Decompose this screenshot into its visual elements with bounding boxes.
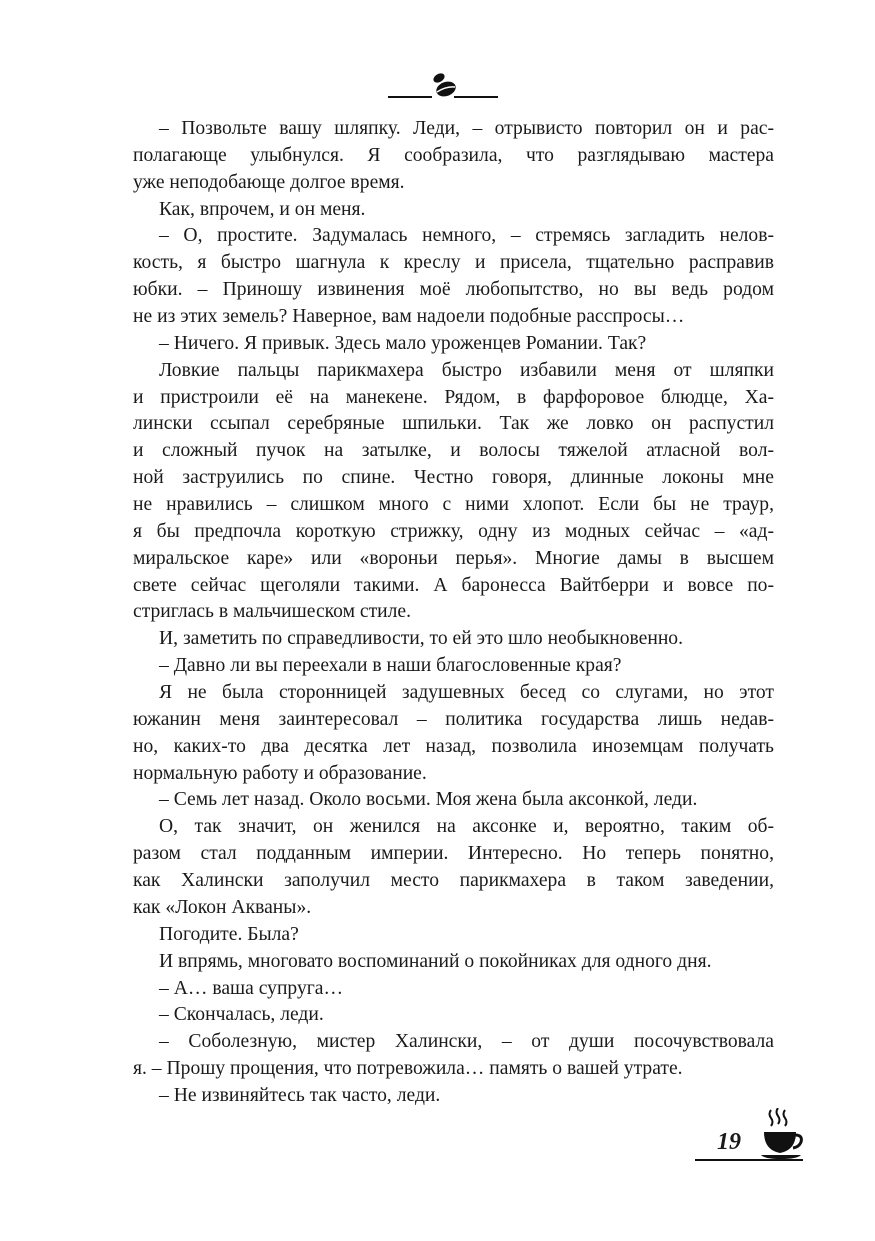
text-line: – Давно ли вы переехали в наши благословенные края? (159, 655, 622, 677)
text-line: Ловкие пальцы парикмахера быстро избавили меня от шляпки (159, 359, 774, 381)
text-line: я. – Прошу прощения, что потревожила… память о вашей утрате. (133, 1058, 683, 1080)
text-line: Как, впрочем, и он меня. (159, 198, 366, 220)
text-line: и сложный пучок на затылке, и волосы тяжелой атласной вол- (133, 440, 774, 462)
text-line: кость, я быстро шагнула к креслу и присела, тщательно расправив (133, 252, 774, 274)
text-line: но, каких-то два десятка лет назад, позволила иноземцам получать (133, 735, 774, 757)
page-footer (695, 1108, 805, 1168)
text-line: я бы предпочла короткую стрижку, одну из модных сейчас – «ад- (133, 520, 774, 542)
coffee-cup-icon (761, 1108, 805, 1160)
text-line: – Соболезную, мистер Халински, – от души посочувствовала (159, 1031, 774, 1053)
text-line: как Халински заполучил место парикмахера в таком заведении, (133, 870, 774, 892)
text-line: не из этих земель? Наверное, вам надоели подобные расспросы… (133, 306, 685, 328)
page-body-text (133, 116, 774, 1110)
text-line: – Скончалась, леди. (159, 1004, 324, 1026)
text-line: полагающе улыбнулся. Я сообразила, что разглядываю мастера (133, 144, 774, 166)
text-line: стриглась в мальчишеском стиле. (133, 601, 412, 623)
text-line: – А… ваша супруга… (159, 977, 344, 999)
text-line: – Позвольте вашу шляпку. Леди, – отрывисто повторил он и рас- (159, 118, 774, 139)
text-line: как «Локон Акваны». (133, 896, 312, 918)
text-line: И, заметить по справедливости, то ей это шло необыкновенно. (159, 628, 683, 650)
text-line: не нравились – слишком много с ними хлопот. Если бы не траур, (133, 494, 774, 516)
text-line: – Семь лет назад. Около восьми. Моя жена была аксонкой, леди. (159, 789, 698, 811)
coffee-bean-ornament-icon (388, 70, 498, 100)
text-line: И впрямь, многовато воспоминаний о покойниках для одного дня. (159, 950, 712, 972)
text-line: и пристроили её на манекене. Рядом, в фарфоровое блюдце, Ха- (133, 386, 774, 408)
text-line: Я не была сторонницей задушевных бесед со слугами, но этот (159, 682, 774, 704)
text-line: нормальную работу и образование. (133, 762, 427, 784)
text-line: уже неподобающе долгое время. (133, 171, 405, 193)
text-line: Погодите. Была? (159, 923, 299, 945)
text-line: О, так значит, он женился на аксонке и, вероятно, таким об- (159, 816, 774, 838)
text-line: разом стал подданным империи. Интересно. Но теперь понятно, (133, 843, 774, 865)
text-line: – Ничего. Я привык. Здесь мало уроженцев Романии. Так? (159, 332, 647, 354)
footer-rule (695, 1159, 803, 1161)
text-line: – Не извиняйтесь так часто, леди. (159, 1084, 441, 1106)
text-line: юбки. – Приношу извинения моё любопытство, но вы ведь родом (133, 279, 774, 301)
text-line: лински ссыпал серебряные шпильки. Так же ловко он распустил (133, 413, 774, 435)
text-line: свете сейчас щеголяли такими. А баронесса Вайтберри и вовсе по- (133, 574, 774, 596)
text-line: миральское каре» или «вороньи перья». Многие дамы в высшем (133, 547, 774, 569)
page-number: 19 (717, 1129, 741, 1155)
text-line: ной заструились по спине. Честно говоря, длинные локоны мне (133, 467, 774, 489)
text-line: – О, простите. Задумалась немного, – стремясь загладить нелов- (159, 225, 774, 247)
text-line: южанин меня заинтересовал – политика государства лишь недав- (133, 708, 774, 730)
